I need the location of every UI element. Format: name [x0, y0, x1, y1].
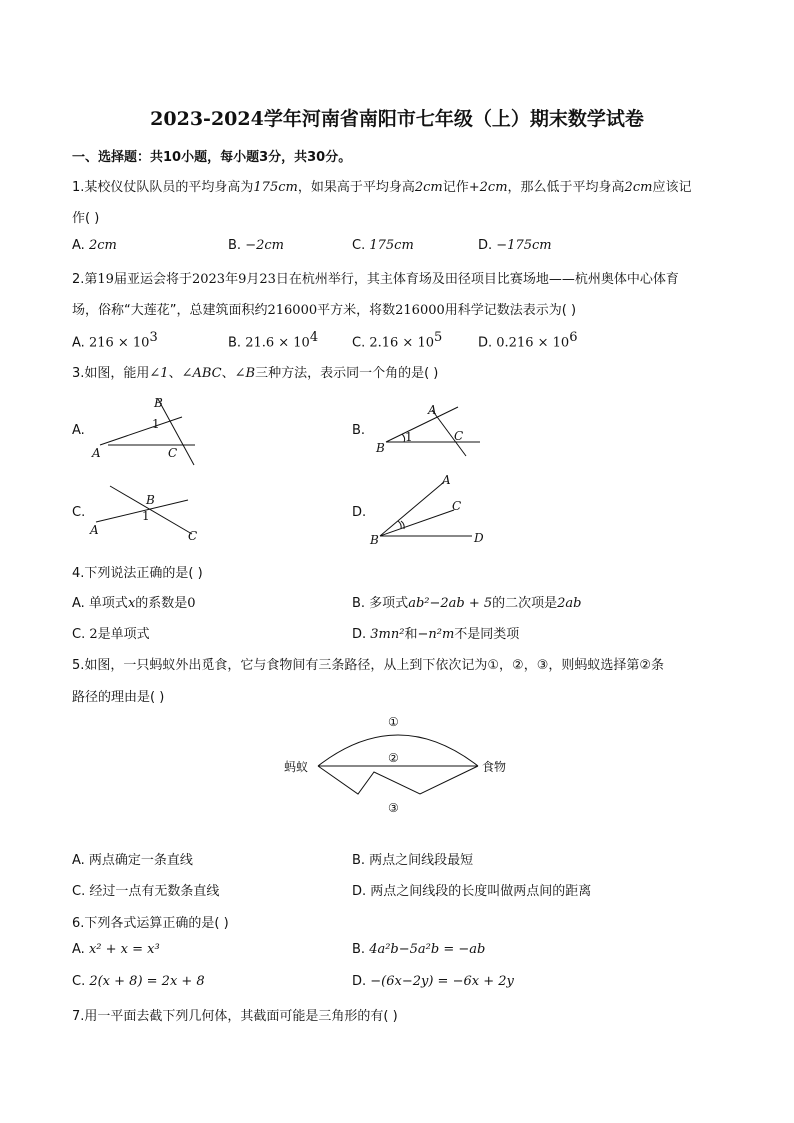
q3d-label-d: D [474, 531, 484, 545]
question-4-text: 4.下列说法正确的是( ) [72, 566, 203, 581]
q3-option-d[interactable]: D. [352, 505, 367, 520]
q3c-label-a: A [90, 523, 99, 537]
q6-option-d[interactable]: D. −(6x−2y) = −6x + 2y [352, 974, 514, 989]
q5-option-c[interactable]: C. 经过一点有无数条直线 [72, 884, 220, 899]
q1-option-b[interactable]: B. −2cm [228, 238, 284, 253]
q3a-label-c: C [168, 446, 178, 460]
q3c-label-b: B [146, 493, 155, 507]
path-1-label: ① [388, 715, 399, 729]
q3b-label-1: 1 [405, 430, 413, 444]
q2-option-b[interactable]: B. $21.6 \times 10^4$ [228, 330, 319, 351]
q3b-label-a: A [428, 403, 437, 417]
q3-figure-b [372, 398, 487, 463]
q3-option-a[interactable]: A. [72, 423, 85, 438]
q3c-label-c: C [188, 529, 198, 543]
q1-option-d[interactable]: D. −175cm [478, 238, 552, 253]
question-3-text: 3.如图，能用∠1、∠ABC、∠B三种方法，表示同一个角的是( ) [72, 366, 439, 381]
path-3-polyline [318, 766, 478, 794]
q3a-label-1: 1 [152, 417, 160, 431]
page-title: 2023-2024学年河南省南阳市七年级（上）期末数学试卷 [150, 108, 644, 130]
q3c-label-1: 1 [142, 509, 150, 523]
q6-option-a[interactable]: A. x² + x = x³ [72, 942, 160, 957]
q2-option-c[interactable]: C. $2.16 \times 10^5$ [352, 330, 443, 351]
section-heading: 一、选择题：共10小题，每小题3分，共30分。 [72, 150, 352, 165]
question-2-text: 2.第19届亚运会将于2023年9月23日在杭州举行，其主体育场及田径项目比赛场地——杭州奥体中心体育 [72, 272, 679, 287]
path-3-label: ③ [388, 801, 399, 815]
q3d-label-c: C [452, 499, 462, 513]
q3-figure-a [90, 395, 210, 470]
question-1-text: 1.某校仪仗队队员的平均身高为175cm，如果高于平均身高2cm记作+2cm，那么低于平均身高2cm应该记 [72, 180, 692, 195]
question-5-text: 5.如图，一只蚂蚁外出觅食，它与食物间有三条路径，从上到下依次记为①，②，③，则蚂蚁选择第②条 [72, 658, 665, 673]
q5-option-d[interactable]: D. 两点之间线段的长度叫做两点间的距离 [352, 884, 592, 899]
q5-paths-figure [280, 708, 520, 823]
q3-figure-d [368, 474, 493, 549]
q4-option-b[interactable]: B. 多项式ab²−2ab + 5的二次项是2ab [352, 596, 582, 611]
q5-option-a[interactable]: A. 两点确定一条直线 [72, 853, 193, 868]
q3-option-c[interactable]: C. [72, 505, 86, 520]
ant-label: 蚂蚁 [284, 760, 309, 774]
q5-option-b[interactable]: B. 两点之间线段最短 [352, 853, 474, 868]
question-5-text-cont: 路径的理由是( ) [72, 690, 165, 705]
q2-option-d[interactable]: D. $0.216 \times 10^6$ [478, 330, 578, 351]
q4-option-d[interactable]: D. 3mn²和−n²m不是同类项 [352, 627, 520, 642]
q3-figure-c [88, 482, 208, 547]
q3b-label-c: C [454, 429, 464, 443]
q6-option-c[interactable]: C. 2(x + 8) = 2x + 8 [72, 974, 205, 989]
food-label: 食物 [482, 760, 507, 774]
question-2-text-cont: 场，俗称“大莲花”，总建筑面积约216000平方米，将数216000用科学记数法表示为( ) [72, 303, 577, 318]
question-6-text: 6.下列各式运算正确的是( ) [72, 916, 229, 931]
q6-option-b[interactable]: B. 4a²b−5a²b = −ab [352, 942, 486, 957]
q3a-label-a: A [92, 446, 101, 460]
question-7-text: 7.用一平面去截下列几何体，其截面可能是三角形的有( ) [72, 1009, 398, 1024]
path-2-label: ② [388, 751, 399, 765]
q3a-label-b: B [154, 396, 163, 410]
q2-option-a[interactable]: A. $216 \times 10^3$ [72, 330, 158, 351]
q3-option-b[interactable]: B. [352, 423, 366, 438]
q4-option-a[interactable]: A. 单项式x的系数是0 [72, 596, 196, 611]
q3d-label-b: B [370, 533, 379, 547]
question-1-text-cont: 作( ) [72, 211, 100, 226]
q1-option-c[interactable]: C. 175cm [352, 238, 414, 253]
q3d-label-a: A [442, 473, 451, 487]
q1-option-a[interactable]: A. 2cm [72, 238, 117, 253]
q3b-label-b: B [376, 441, 385, 455]
q4-option-c[interactable]: C. 2是单项式 [72, 627, 150, 642]
